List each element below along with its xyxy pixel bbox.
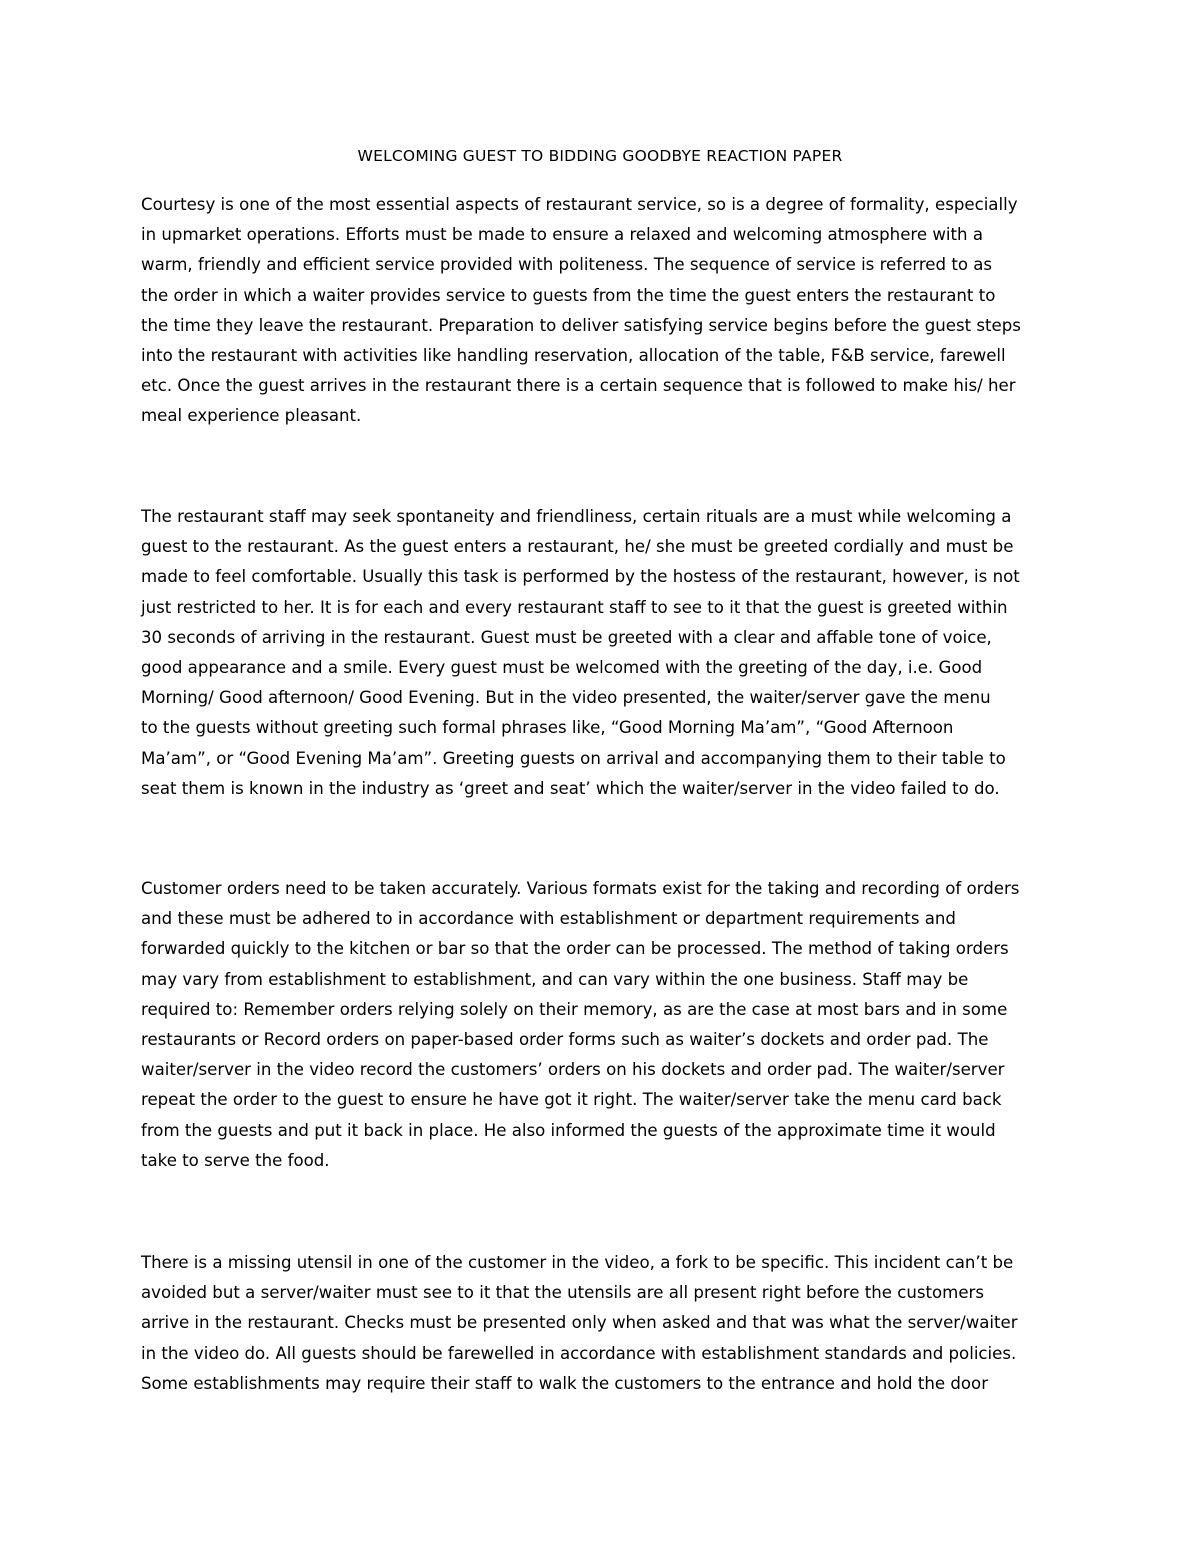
paragraph-line: waiter/server in the video record the customers’ orders on his dockets and order pad. The waiter/server — [141, 1060, 1005, 1080]
paragraph-line: restaurants or Record orders on paper-based order forms such as waiter’s dockets and order pad. The — [141, 1030, 989, 1050]
paragraph-line: forwarded quickly to the kitchen or bar so that the order can be processed. The method of taking orders — [141, 939, 1009, 959]
paragraph-line: just restricted to her. It is for each and every restaurant staff to see to it that the guest is greeted within — [141, 597, 1008, 617]
paragraph-line: and these must be adhered to in accordance with establishment or department requirements and — [141, 909, 956, 929]
paragraph-line: into the restaurant with activities like handling reservation, allocation of the table, F&B service, farewell — [141, 346, 1006, 366]
paragraph-line: made to feel comfortable. Usually this task is performed by the hostess of the restaurant, however, is not — [141, 567, 1020, 587]
document-title: WELCOMING GUEST TO BIDDING GOODBYE REACTION PAPER — [357, 147, 843, 165]
paragraph-line: good appearance and a smile. Every guest must be welcomed with the greeting of the day, i.e. Good — [141, 658, 983, 678]
paragraph-line: etc. Once the guest arrives in the restaurant there is a certain sequence that is followed to make his/ her — [141, 376, 1016, 396]
paragraph-line: Ma’am”, or “Good Evening Ma’am”. Greeting guests on arrival and accompanying them to their table to — [141, 748, 1006, 768]
paragraph-line: meal experience pleasant. — [141, 406, 362, 426]
paragraph-orders — [141, 874, 1065, 1176]
paragraph-line: warm, friendly and efficient service provided with politeness. The sequence of service is referred to as — [141, 255, 993, 275]
paragraph-line: the order in which a waiter provides service to guests from the time the guest enters the restaurant to — [141, 285, 996, 305]
paragraph-line: to the guests without greeting such formal phrases like, “Good Morning Ma’am”, “Good Afternoon — [141, 718, 954, 738]
paragraph-line: the time they leave the restaurant. Preparation to deliver satisfying service begins before the guest steps — [141, 315, 1021, 335]
paragraph-courtesy — [141, 190, 1065, 432]
paragraph-line: repeat the order to the guest to ensure he have got it right. The waiter/server take the menu card back — [141, 1090, 1002, 1110]
paragraph-greeting — [141, 502, 1065, 804]
paragraph-line: take to serve the food. — [141, 1150, 330, 1170]
paragraph-line: guest to the restaurant. As the guest enters a restaurant, he/ she must be greeted cordially and must be — [141, 537, 1014, 557]
paragraph-line: in upmarket operations. Efforts must be made to ensure a relaxed and welcoming atmosphere with a — [141, 225, 983, 245]
paragraph-line: seat them is known in the industry as ‘greet and seat’ which the waiter/server in the video failed to do. — [141, 778, 1000, 798]
paragraph-line: There is a missing utensil in one of the customer in the video, a fork to be specific. This incident can’t be — [141, 1253, 1014, 1272]
paragraph-line: required to: Remember orders relying solely on their memory, as are the case at most bars and in some — [141, 999, 1008, 1019]
paragraph-line: arrive in the restaurant. Checks must be presented only when asked and that was what the server/waiter — [141, 1313, 1018, 1333]
paragraph-line: Customer orders need to be taken accurately. Various formats exist for the taking and recording of orders — [141, 879, 1020, 898]
paragraph-line: may vary from establishment to establishment, and can vary within the one business. Staff may be — [141, 969, 969, 989]
paragraph-line: The restaurant staff may seek spontaneity and friendliness, certain rituals are a must while welcoming a — [141, 507, 1012, 526]
paragraph-line: from the guests and put it back in place. He also informed the guests of the approximate time it would — [141, 1120, 996, 1140]
paragraph-line: Some establishments may require their staff to walk the customers to the entrance and hold the door — [141, 1373, 989, 1393]
paragraph-line: Morning/ Good afternoon/ Good Evening. But in the video presented, the waiter/server gave the menu — [141, 688, 991, 708]
paragraph-line: avoided but a server/waiter must see to it that the utensils are all present right before the customers — [141, 1283, 984, 1303]
paragraph-line: Courtesy is one of the most essential aspects of restaurant service, so is a degree of formality, especially — [141, 195, 1018, 214]
paragraph-farewell — [141, 1248, 1065, 1399]
paragraph-line: in the video do. All guests should be farewelled in accordance with establishment standards and policies. — [141, 1343, 1017, 1363]
paragraph-line: 30 seconds of arriving in the restaurant. Guest must be greeted with a clear and affable tone of voice, — [141, 627, 992, 647]
